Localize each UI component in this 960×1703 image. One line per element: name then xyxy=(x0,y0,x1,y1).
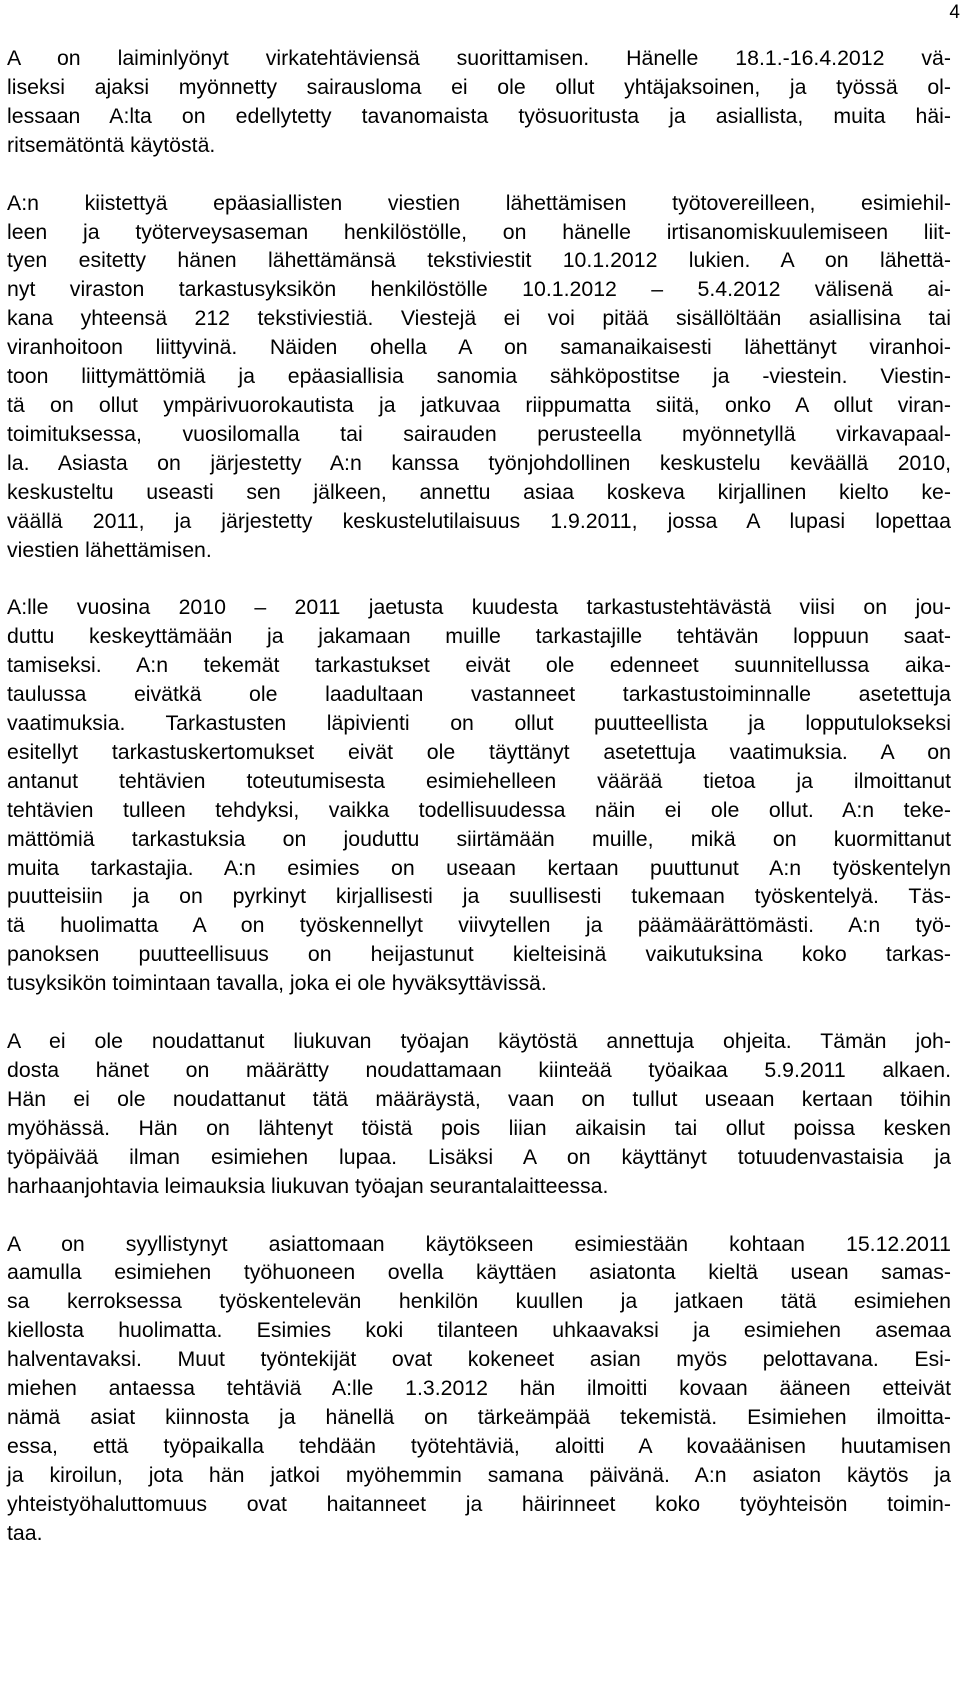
text-line: leen ja työterveysaseman henkilöstölle, on hänelle irtisanomiskuulemiseen liit- xyxy=(7,219,951,244)
text-line: esitellyt tarkastuskertomukset eivät ole täyttänyt asetettuja vaatimuksia. A on xyxy=(7,739,951,764)
paragraph-inappropriate-behaviour xyxy=(7,1230,951,1548)
text-line: kana yhteensä 212 tekstiviestiä. Viestejä ei voi pitää sisällöltään asiallisina tai xyxy=(7,306,951,331)
text-line: A:lle vuosina 2010 – 2011 jaetusta kuudesta tarkastustehtävästä viisi on jou- xyxy=(7,595,951,620)
text-line: ritsemätöntä käytöstä. xyxy=(7,132,216,157)
text-line: A:n kiistettyä epäasiallisten viestien lähettämisen työtovereilleen, esimiehil- xyxy=(7,190,951,215)
text-line: toon liittymättömiä ja epäasiallisia sanomia sähköpostitse ja -viestein. Viestin- xyxy=(7,364,951,389)
text-line: väällä 2011, ja järjestetty keskustelutilaisuus 1.9.2011, jossa A lupasi lopettaa xyxy=(7,508,951,533)
text-line: vaatimuksia. Tarkastusten läpivienti on ollut puutteellista ja lopputulokseksi xyxy=(7,711,951,736)
text-line: puutteisiin ja on pyrkinyt kirjallisesti ja suullisesti tukemaan työskentelyä. Täs- xyxy=(7,884,951,909)
text-line: A ei ole noudattanut liukuvan työajan käytöstä annettuja ohjeita. Tämän joh- xyxy=(7,1029,951,1054)
text-line: sa kerroksessa työskentelevän henkilön kuullen ja jatkaen tätä esimiehen xyxy=(7,1289,951,1314)
text-line: nyt viraston tarkastusyksikön henkilöstölle 10.1.2012 – 5.4.2012 välisenä ai- xyxy=(7,277,951,302)
text-line: taa. xyxy=(7,1520,43,1545)
text-line: mättömiä tarkastuksia on jouduttu siirtämään muille, mikä on kuormittanut xyxy=(7,826,951,851)
paragraph-inappropriate-messages xyxy=(7,189,951,565)
text-line: työpäivää ilman esimiehen lupaa. Lisäksi A on käyttänyt totuudenvastaisia ja xyxy=(7,1144,951,1169)
text-line: Hän ei ole noudattanut tätä määräystä, vaan on tullut useaan kertaan töihin xyxy=(7,1086,951,1111)
text-line: halventavaksi. Muut työntekijät ovat kokeneet asian myös pelottavana. Esi- xyxy=(7,1347,951,1372)
text-line: keskusteltu useasti sen jälkeen, annettu asiaa koskeva kirjallinen kielto ke- xyxy=(7,479,951,504)
text-line: tamiseksi. A:n tekemät tarkastukset eivät ole edenneet suunnitellussa aika- xyxy=(7,653,951,678)
text-line: A on syyllistynyt asiattomaan käytökseen esimiestään kohtaan 15.12.2011 xyxy=(7,1231,951,1256)
text-line: tusyksikön toimintaan tavalla, joka ei ole hyväksyttävissä. xyxy=(7,971,547,996)
text-line: ja kiroilun, jota hän jatkoi myöhemmin samana päivänä. A:n asiaton käytös ja xyxy=(7,1462,951,1487)
text-line: A on laiminlyönyt virkatehtäviensä suorittamisen. Hänelle 18.1.-16.4.2012 vä- xyxy=(7,46,951,70)
text-line: duttu keskeyttämään ja jakamaan muille tarkastajille tehtävän loppuun saat- xyxy=(7,624,951,649)
text-line: dosta hänet on määrätty noudattamaan kiinteää työaikaa 5.9.2011 alkaen. xyxy=(7,1058,951,1082)
text-line: aamulla esimiehen työhuoneen ovella käyttäen asiatonta kieltä usean samas- xyxy=(7,1260,951,1285)
paragraph-working-hours xyxy=(7,1027,951,1200)
text-line: tehtävien tulleen tehdyksi, vaikka todellisuudessa näin ei ole ollut. A:n teke- xyxy=(7,797,951,822)
text-line: myöhässä. Hän on lähtenyt töistä pois liian aikaisin tai ollut poissa kesken xyxy=(7,1115,951,1140)
text-line: tä huolimatta A on työskennellyt viivytellen ja päämäärättömästi. A:n työ- xyxy=(7,913,951,938)
text-line: viestien lähettämisen. xyxy=(7,537,212,562)
text-line: toimituksessa, vuosilomalla tai sairauden perusteella myönnetyllä virkavapaal- xyxy=(7,421,951,446)
text-line: antanut tehtävien toteutumisesta esimiehelleen väärää tietoa ja ilmoittanut xyxy=(7,768,951,793)
text-line: harhaanjohtavia leimauksia liukuvan työajan seurantalaitteessa. xyxy=(7,1173,609,1198)
text-line: kiellosta huolimatta. Esimies koki tilanteen uhkaavaksi ja esimiehen asemaa xyxy=(7,1318,951,1343)
paragraph-neglect-of-duties xyxy=(7,44,951,160)
text-line: lessaan A:lta on edellytetty tavanomaista työsuoritusta ja asiallista, muita häi- xyxy=(7,103,951,128)
text-line: miehen antaessa tehtäviä A:lle 1.3.2012 hän ilmoitti kovaan ääneen etteivät xyxy=(7,1376,951,1401)
text-line: panoksen puutteellisuus on heijastunut kielteisinä vaikutuksina koko tarkas- xyxy=(7,942,951,967)
page-number: 4 xyxy=(949,2,960,23)
paragraph-inspection-tasks xyxy=(7,593,951,998)
text-line: nämä asiat kiinnosta ja hänellä on tärkeämpää tekemistä. Esimiehen ilmoitta- xyxy=(7,1404,951,1429)
text-line: taulussa eivätkä ole laadultaan vastanneet tarkastustoiminnalle asetettuja xyxy=(7,682,951,707)
text-line: essa, että työpaikalla tehdään työtehtäviä, aloitti A kovaäänisen huutamisen xyxy=(7,1433,951,1458)
document-body xyxy=(7,44,951,1548)
text-line: liseksi ajaksi myönnetty sairausloma ei ole ollut yhtäjaksoinen, ja työssä ol- xyxy=(7,74,951,99)
text-line: yhteistyöhaluttomuus ovat haitanneet ja häirinneet koko työyhteisön toimin- xyxy=(7,1491,951,1516)
text-line: muita tarkastajia. A:n esimies on useaan kertaan puuttunut A:n työskentelyn xyxy=(7,855,951,880)
text-line: tä on ollut ympärivuorokautista ja jatkuvaa riippumatta siitä, onko A ollut viran- xyxy=(7,392,951,417)
text-line: tyen esitetty hänen lähettämänsä tekstiviestit 10.1.2012 lukien. A on lähettä- xyxy=(7,248,951,273)
text-line: viranhoitoon liittyvinä. Näiden ohella A on samanaikaisesti lähettänyt viranhoi- xyxy=(7,335,951,360)
text-line: la. Asiasta on järjestetty A:n kanssa työnjohdollinen keskustelu keväällä 2010, xyxy=(7,450,951,475)
